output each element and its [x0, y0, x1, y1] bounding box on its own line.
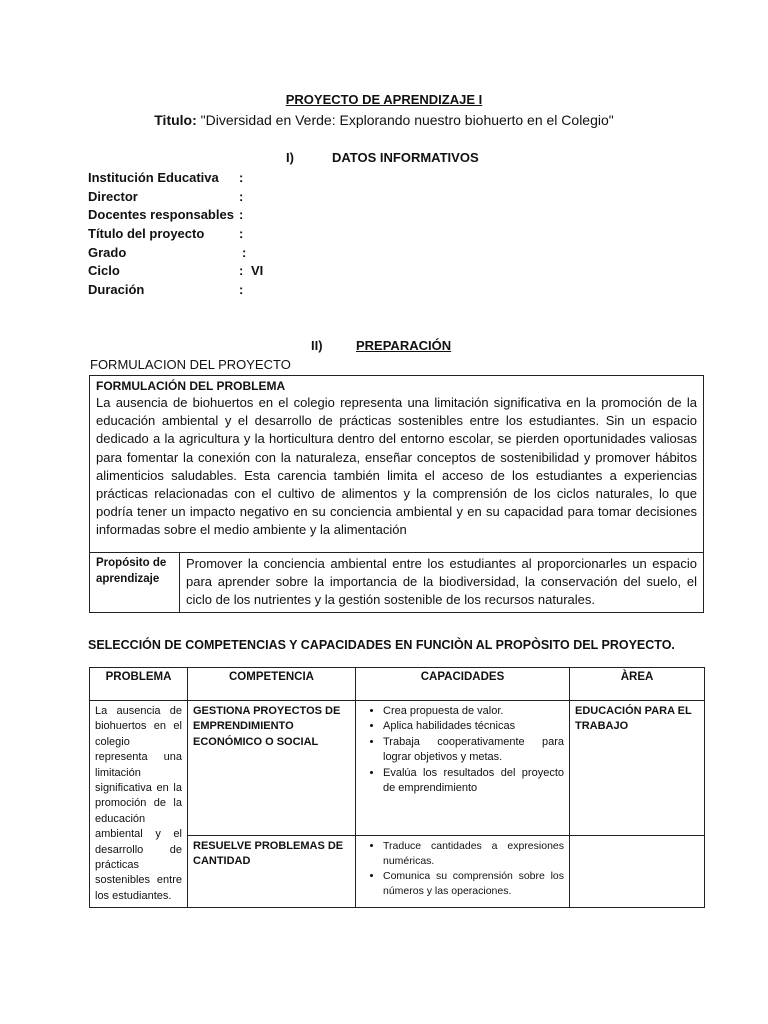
competencia-cell: RESUELVE PROBLEMAS DE CANTIDAD [188, 836, 356, 908]
problema-cell: La ausencia de biohuertos en el colegio representa una limitación significativa en la promoción de la educación ambiental y el desarrollo de prácticas sostenibles entre los estudiantes. [90, 701, 188, 908]
list-item: • Traduce cantidades a expresiones numéricas. [383, 839, 564, 869]
subtitle-label: Titulo: [154, 112, 197, 128]
proposito-label: Propósito de aprendizaje [96, 557, 167, 585]
info-label: Grado [88, 245, 127, 260]
info-label: Institución Educativa [88, 170, 219, 185]
list-item: • Aplica habilidades técnicas [383, 719, 564, 734]
col-header-competencia: COMPETENCIA [188, 668, 356, 701]
project-subtitle [0, 112, 768, 128]
col-header-problema: PROBLEMA [90, 668, 188, 701]
subtitle-text: "Diversidad en Verde: Explorando nuestro biohuerto en el Colegio" [200, 112, 614, 128]
info-colon: : [239, 263, 244, 278]
info-colon: : [239, 189, 244, 204]
table-header-row [90, 668, 705, 701]
capacidades-cell [356, 701, 570, 836]
capacidades-list [361, 704, 564, 796]
problema-text: La ausencia de biohuertos en el colegio representa una limitación significativa en la promoción de la educación ambiental y el desarrollo de prácticas sostenibles entre los estudiantes. Sin un espacio dedicado a la agricultura y la horticultura dentro del entorno escolar, se pierden oportunidades valiosas para fomentar la conexión con la naturaleza, enseñar conceptos de sostenibilidad y promover hábitos alimenticios saludables. Esta carencia también limita el acceso de los estudiantes a experiencias prácticas relacionadas con el cultivo de alimentos y la comprensión de los ciclos naturales, lo que podría tener un impacto negativo en su conciencia ambiental y en su capacidad para tomar decisiones informadas sobre el medio ambiente y la alimentación [96, 395, 697, 538]
proposito-text: Promover la conciencia ambiental entre los estudiantes al proporcionarles un espacio para aprender sobre la importancia de la biodiversidad, la conservación del suelo, el ciclo de los nutrientes y la gestión sostenible de los recursos naturales. [180, 553, 704, 613]
area-cell [570, 836, 705, 908]
col-header-capacidades: CAPACIDADES [356, 668, 570, 701]
info-label: Director [88, 189, 138, 204]
info-colon: : [239, 170, 244, 185]
info-value-ciclo: VI [251, 263, 264, 278]
list-item: • Evalúa los resultados del proyecto de emprendimiento [383, 766, 564, 797]
section2-heading: PREPARACIÓN [356, 338, 452, 353]
area-cell: EDUCACIÓN PARA EL TRABAJO [570, 701, 705, 836]
info-label: Título del proyecto [88, 226, 205, 241]
formulacion-label: FORMULACION DEL PROYECTO [90, 357, 291, 372]
info-colon: : [239, 226, 244, 241]
info-colon: : [239, 282, 244, 297]
competencias-table [89, 667, 705, 908]
list-item: • Crea propuesta de valor. [383, 704, 564, 719]
col-header-area: ÀREA [570, 668, 705, 701]
problema-cell [90, 376, 704, 553]
problema-heading: FORMULACIÓN DEL PROBLEMA [96, 379, 286, 393]
document-title: PROYECTO DE APRENDIZAJE I [285, 92, 483, 107]
section1-number: I) [286, 150, 294, 165]
selection-heading: SELECCIÓN DE COMPETENCIAS Y CAPACIDADES EN FUNCIÒN AL PROPÒSITO DEL PROYECTO. [88, 638, 675, 652]
info-label: Duración [88, 282, 145, 297]
list-item: • Comunica su comprensión sobre los números y las operaciones. [383, 869, 564, 899]
info-colon: : [242, 245, 247, 260]
info-label: Docentes responsables [88, 207, 234, 222]
formulacion-table [89, 375, 704, 613]
info-label: Ciclo [88, 263, 120, 278]
section2-number: II) [311, 338, 323, 353]
section1-heading: DATOS INFORMATIVOS [332, 150, 479, 165]
capacidades-cell [356, 836, 570, 908]
proposito-label-cell [90, 553, 180, 613]
table-row [90, 701, 705, 836]
info-colon: : [239, 207, 244, 222]
competencia-cell: GESTIONA PROYECTOS DE EMPRENDIMIENTO ECONÓMICO O SOCIAL [188, 701, 356, 836]
list-item: • Trabaja cooperativamente para lograr objetivos y metas. [383, 735, 564, 766]
capacidades-list [361, 839, 564, 899]
